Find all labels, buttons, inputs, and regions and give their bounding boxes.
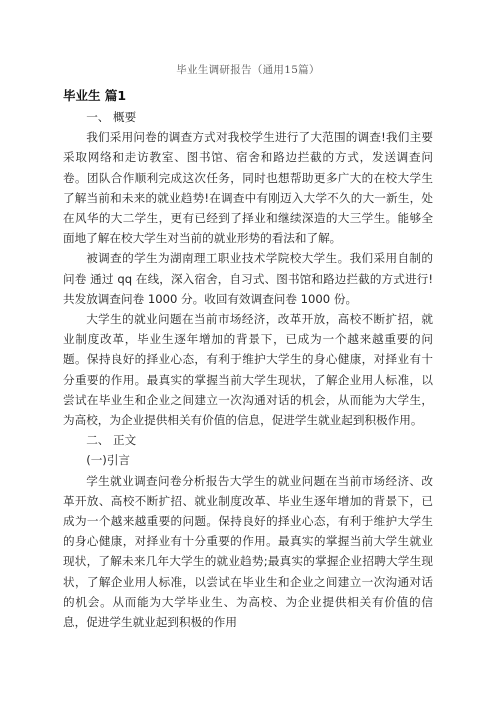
article-heading: 毕业生 篇1 bbox=[63, 88, 127, 103]
document-body bbox=[63, 107, 433, 632]
paragraph: 我们采用问卷的调查方式对我校学生进行了大范围的调查!我们主要采取网络和走访教室、图书馆、宿舍和路边拦截的方式，发送调查问卷。团队合作顺利完成这次任务，同时也想帮助更多广大的在校大学生了解当前和未来的就业趋势!在调查中有刚迈入大学不久的大一新生，处在风华的大二学生，更有已经到了择业和继续深造的大三学生。能够全面地了解在校大学生对当前的就业形势的看法和了解。 bbox=[63, 130, 433, 246]
document-title: 毕业生调研报告（通用15篇） bbox=[176, 64, 320, 76]
paragraph: 被调查的学生为湖南理工职业技术学院校大学生。我们采用自制的问卷 通过 qq 在线，深入宿舍，自习式、图书馆和路边拦截的方式进行!共发放调查问卷 1000 分。收回有效调查问卷 1000 份。 bbox=[63, 251, 433, 306]
section-heading-main: 二、 正文 bbox=[86, 433, 137, 448]
subsection-heading-intro: (一)引言 bbox=[86, 453, 131, 468]
section-heading-overview: 一、 概要 bbox=[86, 110, 137, 124]
paragraph: 大学生的就业问题在当前市场经济，改革开放，高校不断扩招，就业制度改革，毕业生逐年增加的背景下，已成为一个越来越重要的问题。保持良好的择业心态，有利于维护大学生的身心健康，对择业有十分重要的作用。最真实的掌握当前大学生现状，了解企业用人标准，以尝试在毕业生和企业之间建立一次沟通对话的机会，从而能为大学生，为高校，为企业提供相关有价值的信息，促进学生就业起到积极作用。 bbox=[63, 312, 433, 428]
paragraph: 学生就业调查问卷分析报告大学生的就业问题在当前市场经济、改革开放、高校不断扩招、就业制度改革、毕业生逐年增加的背景下，已成为一个越来越重要的问题。保持良好的择业心态，有利于维护大学生的身心健康，对择业有十分重要的作用。最真实的掌握当前大学生就业现状，了解未来几年大学生的就业趋势;最真实的掌握企业招聘大学生现状，了解企业用人标准，以尝试在毕业生和企业之间建立一次沟通对话的机会。从而能为大学毕业生、为高校、为企业提供相关有价值的信息，促进学生就业起到积极的作用 bbox=[63, 473, 433, 630]
